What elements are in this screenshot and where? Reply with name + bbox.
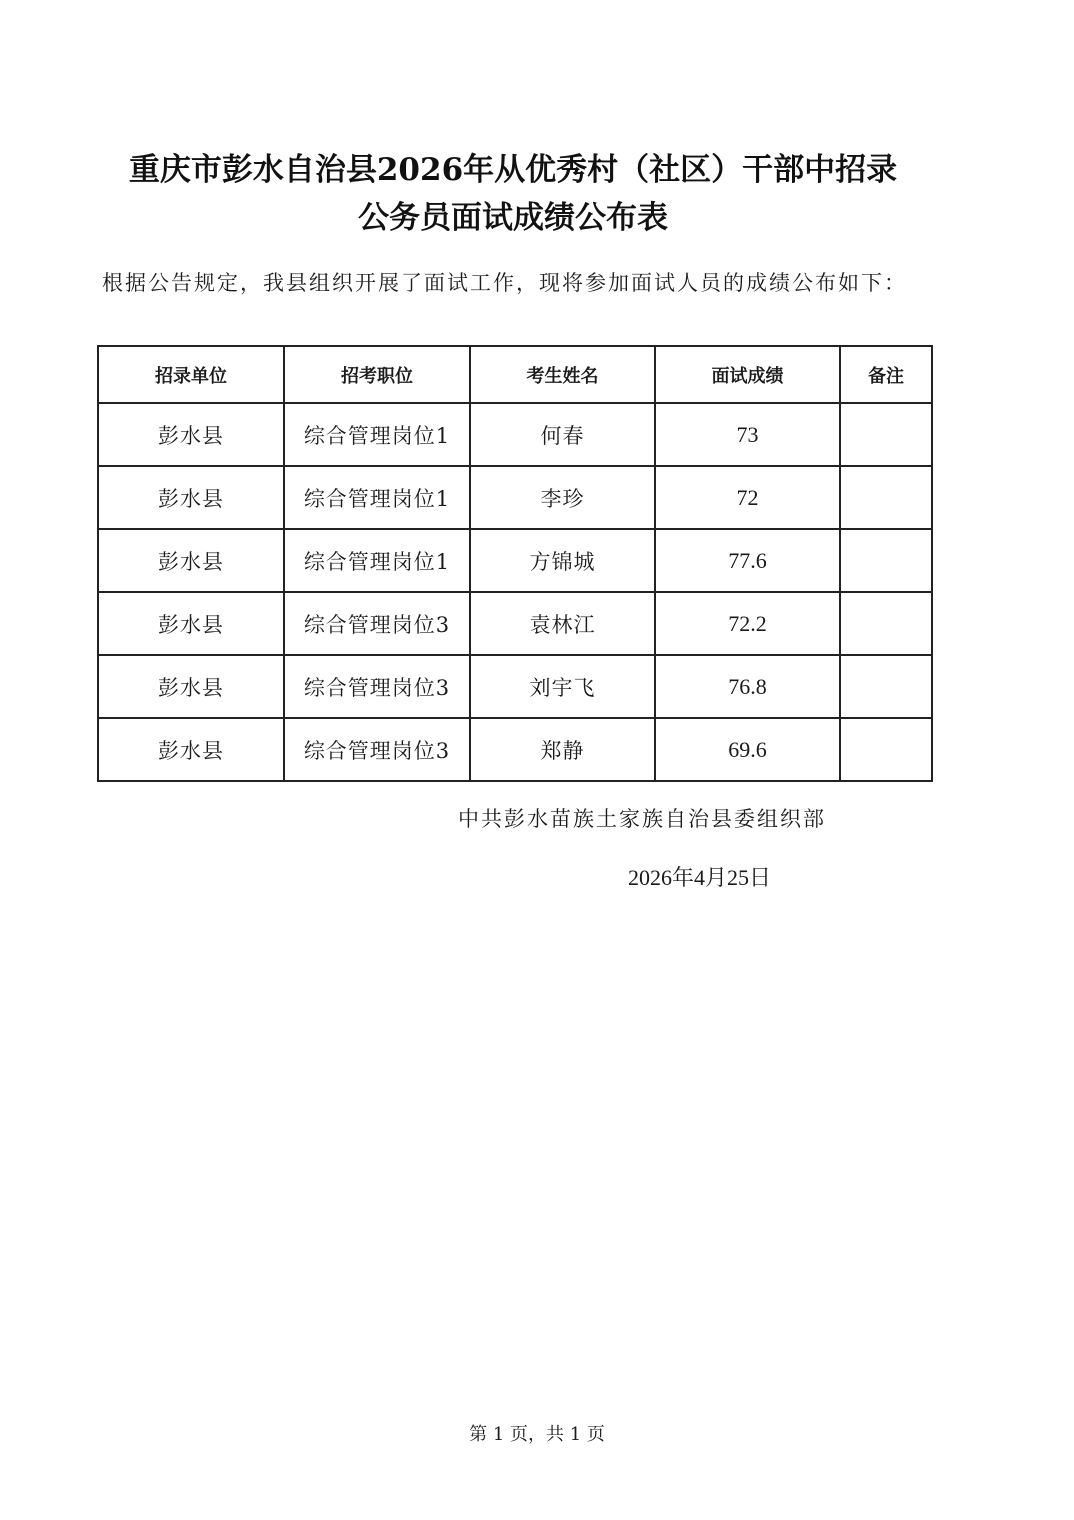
cell-unit: 彭水县 [98, 529, 284, 592]
cell-position: 综合管理岗位3 [284, 655, 470, 718]
cell-unit: 彭水县 [98, 718, 284, 781]
cell-name: 李珍 [470, 466, 655, 529]
cell-position: 综合管理岗位1 [284, 466, 470, 529]
cell-score: 72 [655, 466, 840, 529]
cell-score: 72.2 [655, 592, 840, 655]
cell-name: 方锦城 [470, 529, 655, 592]
table-row [98, 655, 932, 718]
issue-date: 2026年4月25日 [628, 865, 772, 890]
intro-paragraph: 根据公告规定，我县组织开展了面试工作，现将参加面试人员的成绩公布如下： [102, 271, 907, 295]
header-note: 备注 [840, 346, 932, 403]
title-line-1: 重庆市彭水自治县2026年从优秀村（社区）干部中招录 [128, 152, 898, 188]
cell-position: 综合管理岗位1 [284, 529, 470, 592]
table-row [98, 466, 932, 529]
table-row [98, 592, 932, 655]
issuer-signature: 中共彭水苗族土家族自治县委组织部 [458, 807, 826, 831]
cell-unit: 彭水县 [98, 466, 284, 529]
document-title [0, 146, 1026, 242]
table-row [98, 529, 932, 592]
cell-position: 综合管理岗位3 [284, 718, 470, 781]
cell-unit: 彭水县 [98, 592, 284, 655]
cell-score: 73 [655, 403, 840, 466]
cell-name: 郑静 [470, 718, 655, 781]
cell-position: 综合管理岗位3 [284, 592, 470, 655]
cell-note [840, 466, 932, 529]
cell-name: 袁林江 [470, 592, 655, 655]
cell-name: 何春 [470, 403, 655, 466]
cell-score: 76.8 [655, 655, 840, 718]
page-footer: 第 1 页，共 1 页 [469, 1424, 605, 1445]
cell-note [840, 655, 932, 718]
cell-position: 综合管理岗位1 [284, 403, 470, 466]
cell-unit: 彭水县 [98, 403, 284, 466]
header-score: 面试成绩 [655, 346, 840, 403]
table-row [98, 718, 932, 781]
table-row [98, 403, 932, 466]
interview-score-table [97, 345, 933, 782]
cell-score: 69.6 [655, 718, 840, 781]
cell-score: 77.6 [655, 529, 840, 592]
cell-note [840, 592, 932, 655]
cell-note [840, 718, 932, 781]
header-position: 招考职位 [284, 346, 470, 403]
cell-unit: 彭水县 [98, 655, 284, 718]
cell-name: 刘宇飞 [470, 655, 655, 718]
table-header-row [98, 346, 932, 403]
cell-note [840, 403, 932, 466]
header-name: 考生姓名 [470, 346, 655, 403]
title-line-2: 公务员面试成绩公布表 [358, 200, 668, 236]
header-unit: 招录单位 [98, 346, 284, 403]
cell-note [840, 529, 932, 592]
